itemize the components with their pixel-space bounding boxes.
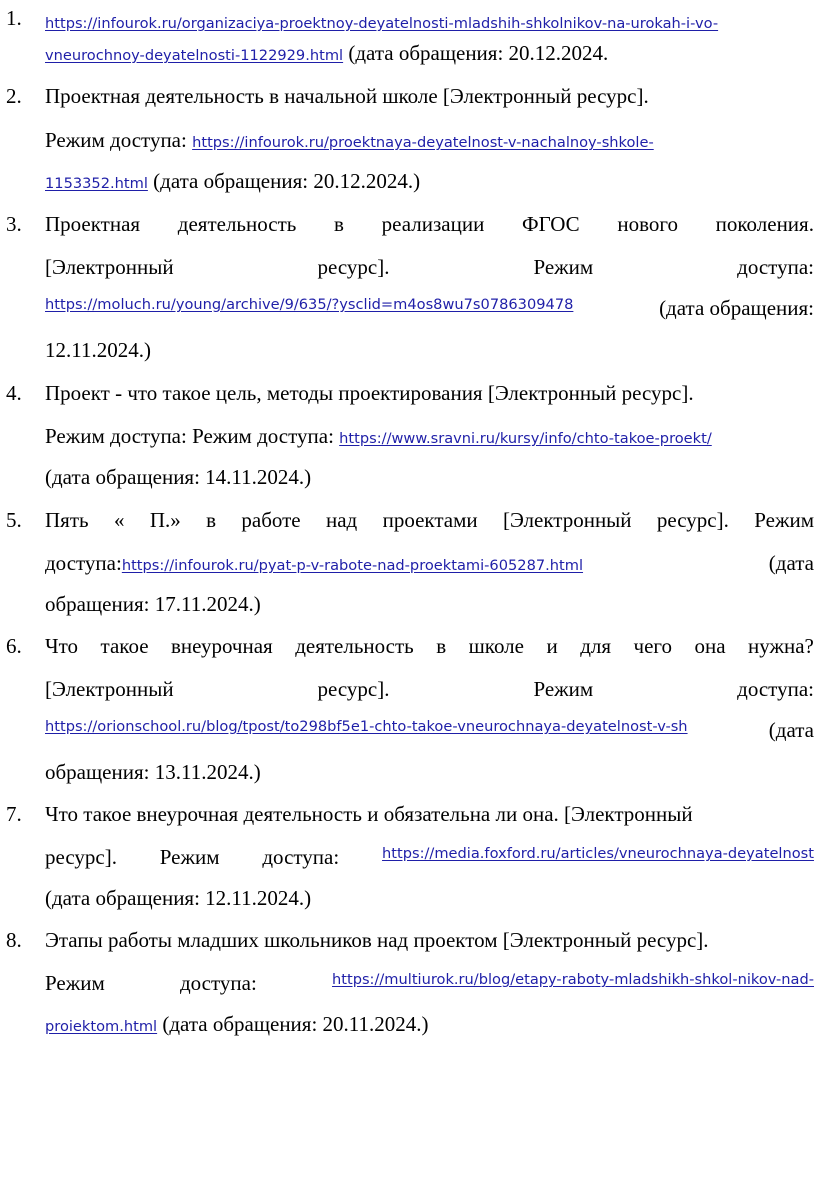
ref-line	[45, 510, 814, 531]
ref-line: Что такое внеурочная деятельность и обязательна ли она. [Электронный	[45, 802, 693, 826]
ref-link[interactable]: https://media.foxford.ru/articles/vneurochnaya-deyatelnost	[382, 845, 814, 862]
ref-number: 3.	[6, 212, 22, 236]
ref-link[interactable]: https://multiurok.ru/blog/etapy-raboty-mladshikh-shkol-nikov-nad-	[332, 971, 814, 988]
ref-number: 8.	[6, 928, 22, 952]
ref-line	[45, 171, 814, 192]
ref-word: работе	[241, 508, 301, 532]
ref-access-date: (дата обращения: 20.11.2024.)	[162, 1012, 429, 1036]
ref-word: такое	[100, 634, 149, 658]
ref-access-date: (дата обращения: 20.12.2024.)	[153, 169, 421, 193]
ref-word: школе	[468, 634, 524, 658]
ref-link[interactable]: vneurochnoy-deyatelnosti-1122929.html	[45, 47, 344, 64]
ref-line: (дата обращения: 14.11.2024.)	[45, 465, 312, 489]
ref-word: поколения.	[715, 212, 814, 236]
ref-line	[45, 130, 814, 151]
ref-word: Что	[45, 634, 79, 658]
ref-access-label: Режим доступа: Режим доступа:	[45, 424, 334, 448]
ref-line	[45, 973, 814, 994]
ref-word: над	[325, 508, 358, 532]
ref-number: 2.	[6, 84, 22, 108]
ref-word: «	[113, 508, 125, 532]
ref-word: Пять	[45, 508, 89, 532]
ref-link[interactable]: https://infourok.ru/pyat-p-v-rabote-nad-proektami-605287.html	[121, 557, 584, 574]
ref-word: ресурс].	[317, 677, 390, 701]
ref-word: деятельность	[177, 212, 297, 236]
ref-line: 12.11.2024.)	[45, 338, 151, 362]
ref-line	[45, 679, 814, 700]
ref-word: Режим	[45, 971, 105, 995]
ref-link[interactable]: proiektom.html	[45, 1018, 158, 1035]
ref-word: Режим	[754, 508, 814, 532]
ref-line: обращения: 17.11.2024.)	[45, 592, 261, 616]
ref-word: Режим	[533, 255, 594, 279]
ref-line	[45, 847, 814, 868]
ref-line	[45, 636, 814, 657]
ref-number: 7.	[6, 802, 22, 826]
ref-word: ФГОС	[522, 212, 580, 236]
ref-number: 1.	[6, 6, 22, 30]
ref-line	[45, 426, 814, 447]
ref-link[interactable]: https://infourok.ru/organizaciya-proektnoy-deyatelnosti-mladshih-shkolnikov-na-urokah-i-vo-	[45, 15, 719, 32]
ref-word: она	[694, 634, 726, 658]
ref-link[interactable]: https://infourok.ru/proektnaya-deyatelnost-v-nachalnoy-shkole-	[192, 134, 654, 151]
ref-number: 4.	[6, 381, 22, 405]
ref-word: деятельность	[295, 634, 414, 658]
ref-word: Проектная	[45, 212, 141, 236]
ref-access-date: (дата	[768, 551, 814, 575]
ref-link[interactable]: https://orionschool.ru/blog/tpost/to298bf5e1-chto-takoe-vneurochnaya-deyatelnost-v-sh	[45, 718, 688, 735]
ref-number: 6.	[6, 634, 22, 658]
ref-word: для	[580, 634, 612, 658]
ref-word: П.»	[149, 508, 181, 532]
ref-line: (дата обращения: 12.11.2024.)	[45, 886, 312, 910]
ref-line	[45, 720, 814, 741]
ref-access-label: Режим доступа:	[45, 128, 187, 152]
ref-line: Проект - что такое цель, методы проектирования [Электронный ресурс].	[45, 381, 694, 405]
ref-word: доступа:	[179, 971, 257, 995]
ref-word: ресурс].	[45, 845, 117, 869]
ref-line	[45, 1014, 814, 1035]
ref-line	[45, 257, 814, 278]
ref-word: ресурс].	[317, 255, 390, 279]
ref-access-date: (дата обращения:	[659, 296, 814, 320]
ref-access-label: доступа:	[45, 551, 122, 575]
ref-word: доступа:	[737, 255, 814, 279]
ref-word: [Электронный	[502, 508, 632, 532]
ref-word: Режим	[159, 845, 220, 869]
ref-line: Проектная деятельность в начальной школе [Электронный ресурс].	[45, 84, 649, 108]
ref-line	[45, 298, 814, 319]
ref-word: Режим	[533, 677, 594, 701]
ref-word: [Электронный	[45, 677, 174, 701]
ref-word: реализации	[381, 212, 485, 236]
ref-word: нового	[617, 212, 678, 236]
ref-word: доступа:	[737, 677, 814, 701]
ref-word: доступа:	[262, 845, 340, 869]
ref-line	[45, 11, 814, 32]
ref-line	[45, 43, 814, 64]
ref-link[interactable]: https://www.sravni.ru/kursy/info/chto-takoe-proekt/	[339, 430, 712, 447]
ref-word: в	[334, 212, 344, 236]
ref-word: в	[436, 634, 447, 658]
ref-word: ресурс].	[656, 508, 729, 532]
ref-access-date: (дата обращения: 20.12.2024.	[348, 41, 609, 65]
ref-word: чего	[633, 634, 672, 658]
ref-link[interactable]: 1153352.html	[45, 175, 148, 192]
ref-line	[45, 214, 814, 235]
ref-line	[45, 553, 814, 574]
ref-link[interactable]: https://moluch.ru/young/archive/9/635/?ysclid=m4os8wu7s0786309478	[45, 296, 574, 313]
ref-word: нужна?	[748, 634, 814, 658]
ref-word: проектами	[382, 508, 478, 532]
ref-number: 5.	[6, 508, 22, 532]
ref-word: [Электронный	[45, 255, 174, 279]
ref-line: обращения: 13.11.2024.)	[45, 760, 261, 784]
ref-word: и	[546, 634, 558, 658]
ref-line: Этапы работы младших школьников над проектом [Электронный ресурс].	[45, 928, 709, 952]
ref-access-date: (дата	[768, 718, 814, 742]
ref-word: в	[206, 508, 217, 532]
ref-word: внеурочная	[171, 634, 273, 658]
